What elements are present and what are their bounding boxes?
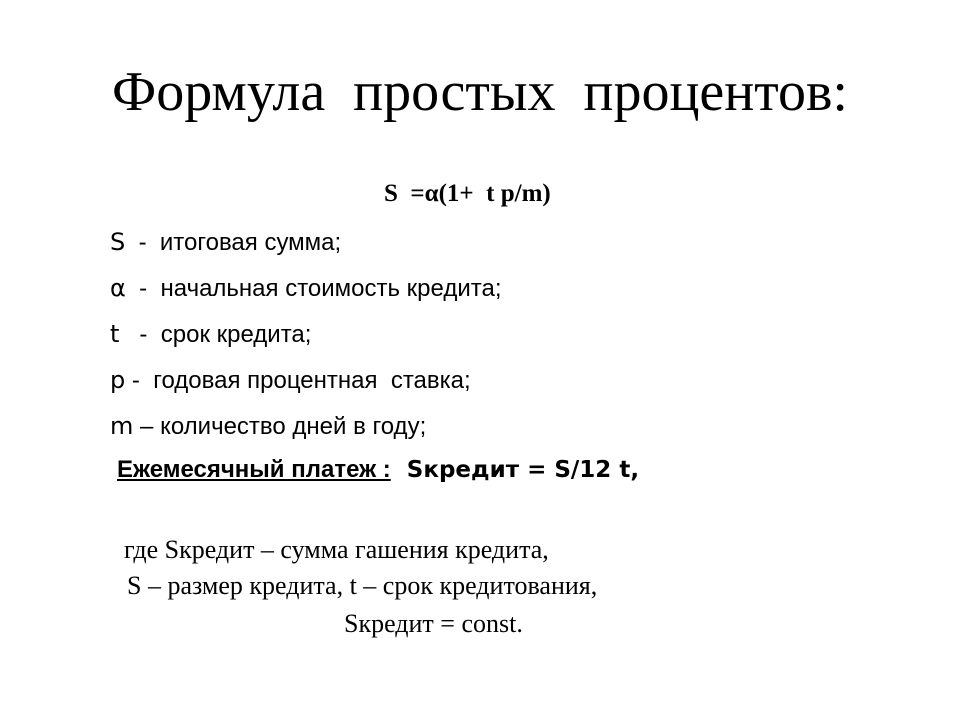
definition-item <box>110 314 502 360</box>
monthly-payment-label: Ежемесячный платеж : <box>117 456 391 483</box>
note-line: S – размер кредита, t – срок кредитования, <box>127 571 598 600</box>
variable-symbol: p <box>110 366 126 394</box>
slide-title: Формула простых процентов: <box>112 61 848 123</box>
monthly-payment-formula: Sкредит = S/12 t, <box>390 457 640 483</box>
note-line: Sкредит = const. <box>344 609 523 638</box>
variable-symbol: m <box>110 412 134 440</box>
variable-symbol: t <box>110 320 120 348</box>
variable-description: - срок кредита; <box>119 321 312 348</box>
variable-symbol: S <box>110 228 126 256</box>
definition-item <box>110 406 502 452</box>
variable-definitions <box>110 222 502 452</box>
note-line: где Sкредит – сумма гашения кредита, <box>124 535 549 564</box>
monthly-payment-line <box>117 450 639 493</box>
variable-description: - начальная стоимость кредита; <box>125 275 502 302</box>
definition-item <box>110 360 502 406</box>
variable-description: – количество дней в году; <box>133 413 427 440</box>
variable-description: - годовая процентная ставка; <box>125 367 471 394</box>
definition-item <box>110 222 502 268</box>
definition-item <box>110 268 502 314</box>
variable-symbol: α <box>110 274 126 302</box>
variable-description: - итоговая сумма; <box>125 229 342 256</box>
simple-interest-formula: S =α(1+ t p/m) <box>384 180 551 207</box>
